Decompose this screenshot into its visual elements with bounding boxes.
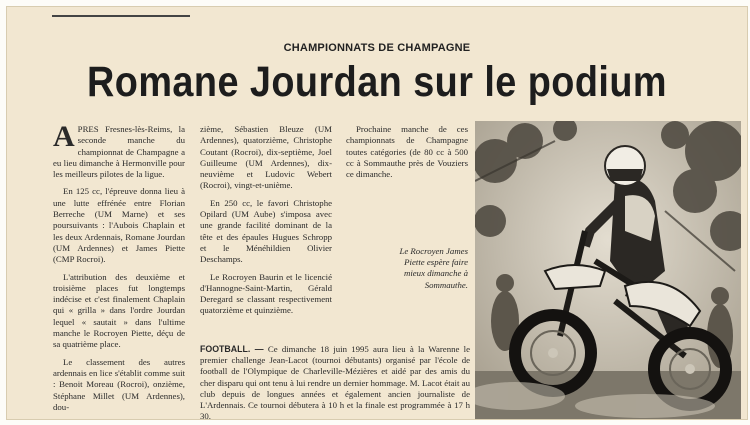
paragraph: Le classement des autres ardennais en lice s'établit comme suit : Benoit Moreau (Rocroi), onzième, Stéphane Millet (UM Ardennes), dou- (53, 356, 185, 412)
newspaper-clipping (6, 6, 748, 420)
paragraph: Prochaine manche de ces championnats de Champagne toutes catégories (de 80 cc à 500 cc à Sommauthe près de Vouziers ce dimanche. (346, 124, 468, 180)
football-brief (200, 344, 470, 422)
football-lead: FOOTBALL. — (200, 344, 264, 354)
photo-caption: Le Rocroyen James Piette espère faire mieux dimanche à Sommauthe. (399, 246, 468, 290)
article-kicker: CHAMPIONNATS DE CHAMPAGNE (283, 42, 471, 54)
paragraph: L'attribution des deuxième et troisième places fut longtemps indécise et c'est finalement Chaplain qui « grilla » dans l'ordre Jourdan lequel « sautait » dans l'ultime manche le Rocroyen Piette, déçu de sa quatrième place. (53, 271, 185, 350)
paragraph: En 125 cc, l'épreuve donna lieu à une lutte effrénée entre Florian Berreche (UM Marne) et ses poursuivants : l'Aubois Chaplain et les deux Ardennais, Romane Jourdan (UM Ardennes) et James Piette (CMP Rocroi). (53, 186, 185, 265)
motocross-photo (475, 121, 741, 419)
article-column-2 (200, 124, 332, 323)
paragraph: zième, Sébastien Bleuze (UM Ardennes), quatorzième, Christophe Coutant (Rocroi), dix-septième, Joel Guilleume (UM Ardennes), dix-neuvième et Ludovic Webert (Rocroi), vingt-et-unième. (200, 124, 332, 191)
paragraph: APRES Fresnes-lès-Reims, la seconde manche du championnat de Champagne a eu lieu dimanche à Hermonville pour les meilleurs pilotes de la ligue. (53, 120, 185, 180)
paragraph: Le Rocroyen Baurin et le licencié d'Hannogne-Saint-Martin, Gérald Deregard se classant respectivement quatorzième et quinzième. (200, 271, 332, 316)
paragraph: En 250 cc, le favori Christophe Opilard (UM Aube) s'imposa avec une grande facilité dominant de la tête et des épaules Hugues Schropp et le Ménéhildien Olivier Deschamps. (200, 197, 332, 265)
article-headline: Romane Jourdan sur le podium (86, 58, 668, 106)
motocross-photo-image (475, 121, 741, 419)
football-text: Ce dimanche 18 juin 1995 aura lieu à la Warenne le premier challenge Jean-Lacot (tournoi débutants) organisé par l'école de football de l'Olympique de Charleville-Mézières et aidé par des amis du cher disparu qui ont tenu à lui rendre un dernier hommage. M. Lacot était au club depuis de longues années et également ancien journaliste de L'Ardennais. Ce tournoi débutera à 10 h et la finale est programmée à 17 h 30. (200, 344, 470, 422)
article-column-1 (53, 120, 185, 419)
article-column-3 (346, 124, 468, 186)
drop-cap: A (53, 120, 75, 153)
top-rule (52, 15, 190, 17)
